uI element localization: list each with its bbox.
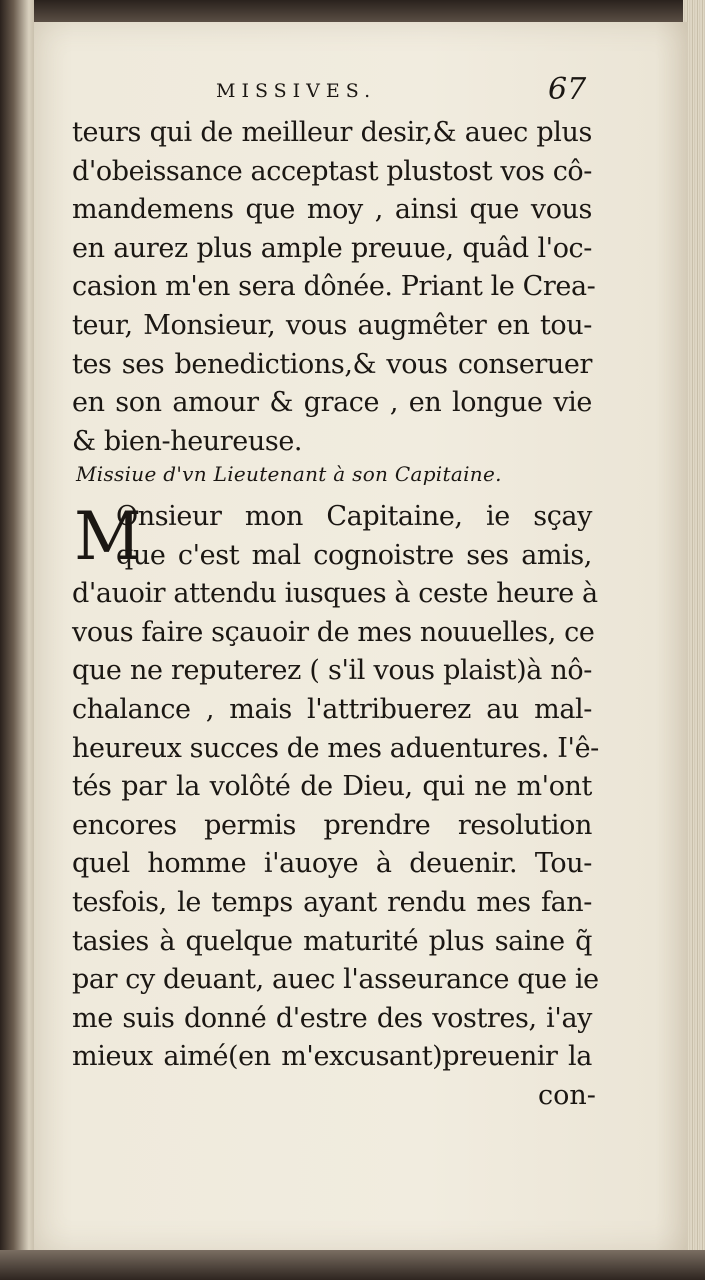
text-line: par cy deuant, auec l'asseurance que ie bbox=[72, 964, 599, 996]
catchword: con- bbox=[538, 1080, 596, 1111]
letter-title: Missiue d'vn Lieutenant à son Capitaine. bbox=[76, 462, 502, 486]
text-line: en aurez plus ample preuue, quâd l'oc- bbox=[72, 232, 592, 264]
text-line: casion m'en sera dônée. Priant le Crea- bbox=[72, 271, 596, 303]
text-line: vous faire sçauoir de mes nouuelles, ce bbox=[72, 616, 595, 648]
text-line: teurs qui de meilleur desir,& auec plus bbox=[72, 117, 592, 148]
text-line: Onsieur mon Capitaine, ie sçay bbox=[116, 501, 592, 532]
text-line: d'obeissance acceptast plustost vos cô- bbox=[72, 155, 592, 187]
text-line: tés par la volôté de Dieu, qui ne m'ont bbox=[72, 771, 592, 803]
drop-cap: M bbox=[74, 498, 142, 575]
text-line: tes ses benedictions,& vous conseruer bbox=[72, 348, 592, 380]
text-line: mieux aimé(en m'excusant)preuenir la bbox=[72, 1041, 592, 1073]
book-top-edge bbox=[0, 0, 705, 22]
text-line: quel homme i'auoye à deuenir. Tou- bbox=[72, 848, 592, 880]
text-line: tesfois, le temps ayant rendu mes fan- bbox=[72, 886, 592, 918]
text-line: me suis donné d'estre des vostres, i'ay bbox=[72, 1002, 592, 1034]
running-header: MISSIVES. bbox=[216, 80, 377, 102]
text-line: tasies à quelque maturité plus saine q̃ bbox=[72, 925, 592, 957]
text-line: mandemens que moy , ainsi que vous bbox=[72, 194, 592, 226]
text-line: & bien-heureuse. bbox=[72, 425, 303, 457]
text-line: encores permis prendre resolution bbox=[72, 809, 592, 841]
letter-body bbox=[72, 498, 599, 1077]
page-number: 67 bbox=[548, 72, 587, 107]
text-line: chalance , mais l'attribuerez au mal- bbox=[72, 693, 592, 725]
text-line: heureux succes de mes aduentures. I'ê- bbox=[72, 732, 599, 764]
text-line: que c'est mal cognoistre ses amis, bbox=[116, 539, 592, 571]
book-spine-gutter bbox=[0, 0, 34, 1280]
text-line: d'auoir attendu iusques à ceste heure à bbox=[72, 578, 598, 610]
text-line: en son amour & grace , en longue vie bbox=[72, 387, 592, 419]
text-line: que ne reputerez ( s'il vous plaist)à nô- bbox=[72, 655, 592, 687]
text-line: teur, Monsieur, vous augmêter en tou- bbox=[72, 309, 592, 341]
book-bottom-edge bbox=[0, 1250, 705, 1280]
continued-paragraph bbox=[72, 114, 596, 461]
